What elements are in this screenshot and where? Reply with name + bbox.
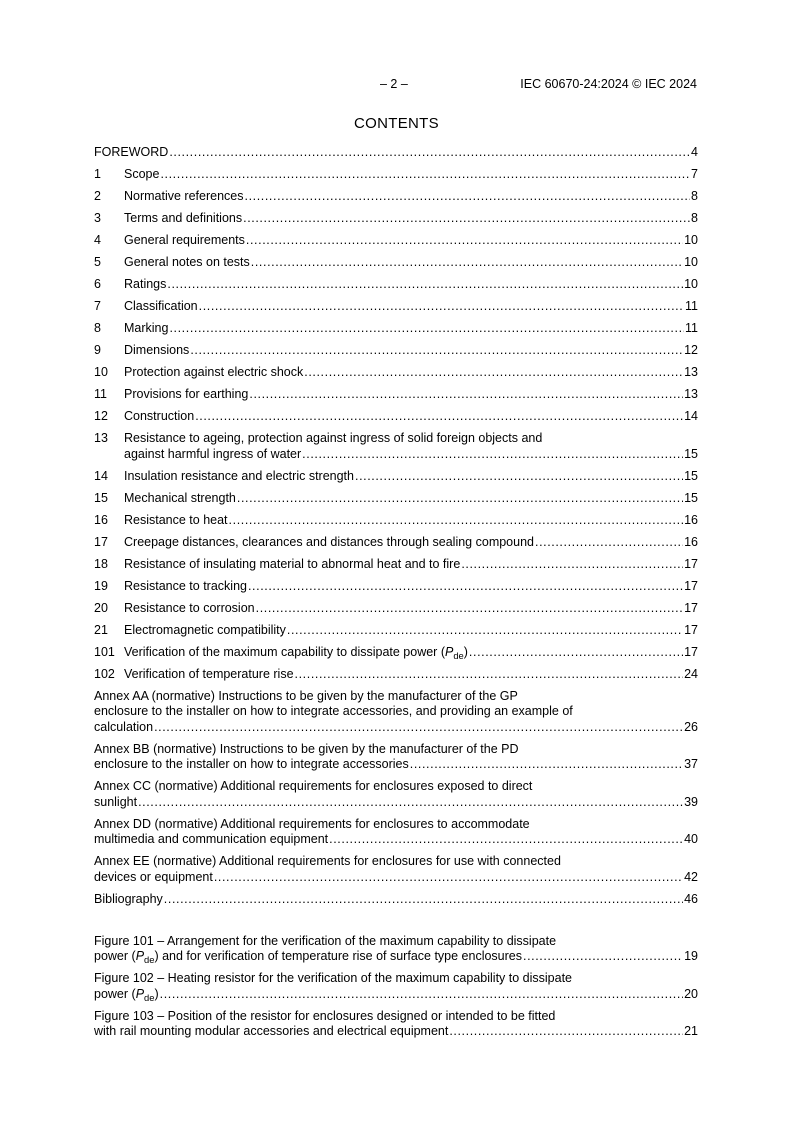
toc-entry-annex[interactable] [94,742,698,773]
toc-entry-clause[interactable] [94,645,698,661]
toc-entry-figure[interactable] [94,971,698,1002]
toc-page: 17 [684,578,698,593]
toc-entry-clause[interactable] [94,491,698,507]
toc-title: Marking [124,321,169,335]
leader-dots [169,321,684,337]
toc-title: FOREWORD [94,145,169,159]
toc-title: power $(P_{de})$ [94,986,159,1003]
toc-page: 4 [691,145,698,159]
toc-page: 20 [684,986,698,1001]
leader-dots [199,299,684,315]
clause-number: 10 [94,365,108,379]
toc-entry-clause[interactable] [94,277,698,293]
table-of-contents [94,145,698,1040]
toc-title: Creepage distances, clearances and distances through sealing compound [124,534,534,549]
toc-page: 21 [684,1024,698,1038]
clause-number: 5 [94,255,101,269]
toc-page: 13 [684,387,698,401]
clause-number: 6 [94,277,101,291]
toc-entry-clause[interactable] [94,233,698,249]
toc-page: 7 [691,167,698,181]
clause-number: 20 [94,600,108,615]
leader-dots [245,189,691,205]
clause-number: 9 [94,343,101,357]
leader-dots [214,870,683,886]
toc-page: 16 [684,534,698,549]
page-number: – 2 – [380,77,408,91]
toc-entry-clause[interactable] [94,469,698,485]
toc-entry-clause[interactable] [94,535,698,551]
toc-title: Scope [124,167,160,181]
toc-title: calculation [94,719,154,734]
leader-dots [469,645,683,661]
clause-number: 16 [94,512,108,527]
toc-page: 26 [684,719,698,734]
clause-number: 15 [94,490,108,505]
leader-dots [287,623,683,639]
toc-page: 15 [684,446,698,461]
clause-number: 8 [94,321,101,335]
leader-dots [167,277,683,293]
toc-title: General notes on tests [124,255,250,269]
toc-page: 17 [684,600,698,615]
toc-entry-figure[interactable] [94,934,698,965]
leader-dots [195,409,683,425]
toc-title-line: enclosure to the installer on how to integrate accessories, and providing an example of [94,704,573,718]
toc-title-line: Annex CC (normative) Additional requirements for enclosures exposed to direct [94,779,533,793]
clause-number: 4 [94,233,101,247]
toc-entry-annex[interactable] [94,779,698,810]
toc-page: 15 [684,490,698,505]
toc-title-line: Figure 102 – Heating resistor for the verification of the maximum capability to dissipate [94,971,573,985]
toc-entry-clause[interactable] [94,557,698,573]
toc-page: 15 [684,468,698,483]
standard-reference: IEC 60670-24:2024 © IEC 2024 [520,77,697,91]
toc-entry-clause[interactable] [94,667,698,683]
toc-title-line: Figure 101 – Arrangement for the verification of the maximum capability to dissipate [94,933,557,948]
toc-page: 12 [684,343,698,357]
toc-title: Protection against electric shock [124,365,304,379]
section-spacer [94,907,698,927]
toc-page: 40 [684,832,698,846]
toc-entry-clause[interactable] [94,211,698,227]
toc-page: 42 [684,869,698,884]
toc-page: 19 [684,949,698,963]
toc-title: sunlight [94,794,138,809]
toc-title: Resistance of insulating material to abnormal heat and to fire [124,556,461,571]
toc-title: Mechanical strength [124,490,236,505]
leader-dots [535,535,683,551]
leader-dots [138,795,683,811]
toc-entry-clause[interactable] [94,167,698,183]
clause-number: 14 [94,468,108,483]
toc-page: 8 [691,189,698,203]
leader-dots [190,343,683,359]
toc-title: Verification of the maximum capability to dissipate power $(P_{de})$ [124,644,468,661]
toc-title: Provisions for earthing [124,387,249,401]
clause-number: 1 [94,167,101,181]
toc-entry-clause[interactable] [94,579,698,595]
toc-title: Bibliography [94,891,163,906]
toc-title: against harmful ingress of water [124,446,302,461]
toc-title: multimedia and communication equipment [94,832,329,846]
contents-title: CONTENTS [354,115,439,132]
leader-dots [251,255,683,271]
toc-title: Verification of temperature rise [124,666,294,681]
leader-dots [329,832,683,848]
clause-number: 11 [94,387,107,401]
toc-entry-clause[interactable] [94,601,698,617]
leader-dots [164,892,683,908]
toc-entry-clause[interactable] [94,343,698,359]
clause-number: 19 [94,578,108,593]
leader-dots [461,557,683,573]
toc-entry-clause[interactable] [94,623,698,639]
leader-dots [229,513,684,529]
toc-title: Construction [124,409,195,423]
toc-page: 10 [684,233,698,247]
clause-number: 12 [94,409,108,423]
leader-dots [304,365,683,381]
toc-entry-clause[interactable] [94,255,698,271]
toc-page: 24 [684,666,698,681]
toc-title: General requirements [124,233,245,247]
toc-page: 10 [684,277,698,291]
toc-title-line: Resistance to ageing, protection against ingress of solid foreign objects and [124,431,543,445]
toc-title: Terms and definitions [124,211,243,225]
toc-title: Dimensions [124,343,190,357]
toc-title: Resistance to tracking [124,578,247,593]
clause-number: 102 [94,666,115,681]
toc-title: Resistance to corrosion [124,600,255,615]
leader-dots [160,987,683,1003]
toc-page: 11 [685,299,698,313]
toc-entry-clause[interactable] [94,409,698,425]
toc-title: Ratings [124,277,167,291]
clause-number: 18 [94,556,108,571]
toc-entry-clause[interactable] [94,299,698,315]
leader-dots [302,447,683,463]
toc-title-line: Annex AA (normative) Instructions to be given by the manufacturer of the GP [94,688,518,703]
clause-number: 7 [94,299,101,313]
toc-title: Resistance to heat [124,512,228,527]
toc-page: 39 [684,794,698,809]
toc-page: 10 [684,255,698,269]
leader-dots [154,720,683,736]
toc-title: Classification [124,299,198,313]
toc-entry-annex[interactable] [94,817,698,848]
toc-title: Normative references [124,189,244,203]
toc-title: Insulation resistance and electric strength [124,468,354,483]
leader-dots [256,601,683,617]
toc-title-line: Annex BB (normative) Instructions to be given by the manufacturer of the PD [94,741,519,756]
toc-entry-clause[interactable] [94,189,698,205]
toc-title: power $(P_{de})$ and for verification of temperature rise of surface type enclosures [94,949,522,965]
leader-dots [160,167,690,183]
toc-title: with rail mounting modular accessories and electrical equipment [94,1024,449,1038]
toc-page: 8 [691,211,698,225]
toc-title-line: Figure 103 – Position of the resistor for enclosures designed or intended to be fitted [94,1008,556,1023]
toc-page: 14 [684,409,698,423]
leader-dots [410,757,683,773]
toc-entry-clause[interactable] [94,431,698,462]
toc-page: 17 [684,644,698,659]
toc-entry-annex[interactable] [94,689,698,736]
toc-page: 11 [685,321,698,335]
leader-dots [295,667,684,683]
leader-dots [355,469,683,485]
toc-entry-foreword[interactable] [94,145,698,161]
toc-page: 16 [684,512,698,527]
toc-page: 13 [684,365,698,379]
leader-dots [169,145,690,161]
leader-dots [243,211,690,227]
toc-title: Electromagnetic compatibility [124,622,286,637]
toc-page: 17 [684,622,698,637]
toc-title: enclosure to the installer on how to integrate accessories [94,757,409,771]
leader-dots [237,491,683,507]
toc-page: 37 [684,757,698,771]
clause-number: 101 [94,644,115,659]
leader-dots [246,233,683,249]
toc-entry-clause[interactable] [94,387,698,403]
toc-entry-clause[interactable] [94,513,698,529]
toc-entry-clause[interactable] [94,321,698,337]
toc-entry-clause[interactable] [94,365,698,381]
toc-title: devices or equipment [94,869,213,884]
toc-title-line: Annex DD (normative) Additional requirements for enclosures to accommodate [94,816,530,831]
leader-dots [249,387,683,403]
clause-number: 21 [94,622,108,637]
toc-entry-figure[interactable] [94,1009,698,1040]
toc-entry-bibliography[interactable] [94,892,698,908]
clause-number: 2 [94,189,101,203]
leader-dots [523,949,683,965]
toc-page: 46 [684,891,698,906]
leader-dots [248,579,683,595]
clause-number: 3 [94,211,101,225]
toc-title-line: Annex EE (normative) Additional requirements for enclosures for use with connected [94,854,561,868]
leader-dots [449,1024,683,1040]
clause-number: 17 [94,534,108,549]
toc-page: 17 [684,556,698,571]
toc-entry-annex[interactable] [94,854,698,885]
clause-number: 13 [94,431,108,445]
